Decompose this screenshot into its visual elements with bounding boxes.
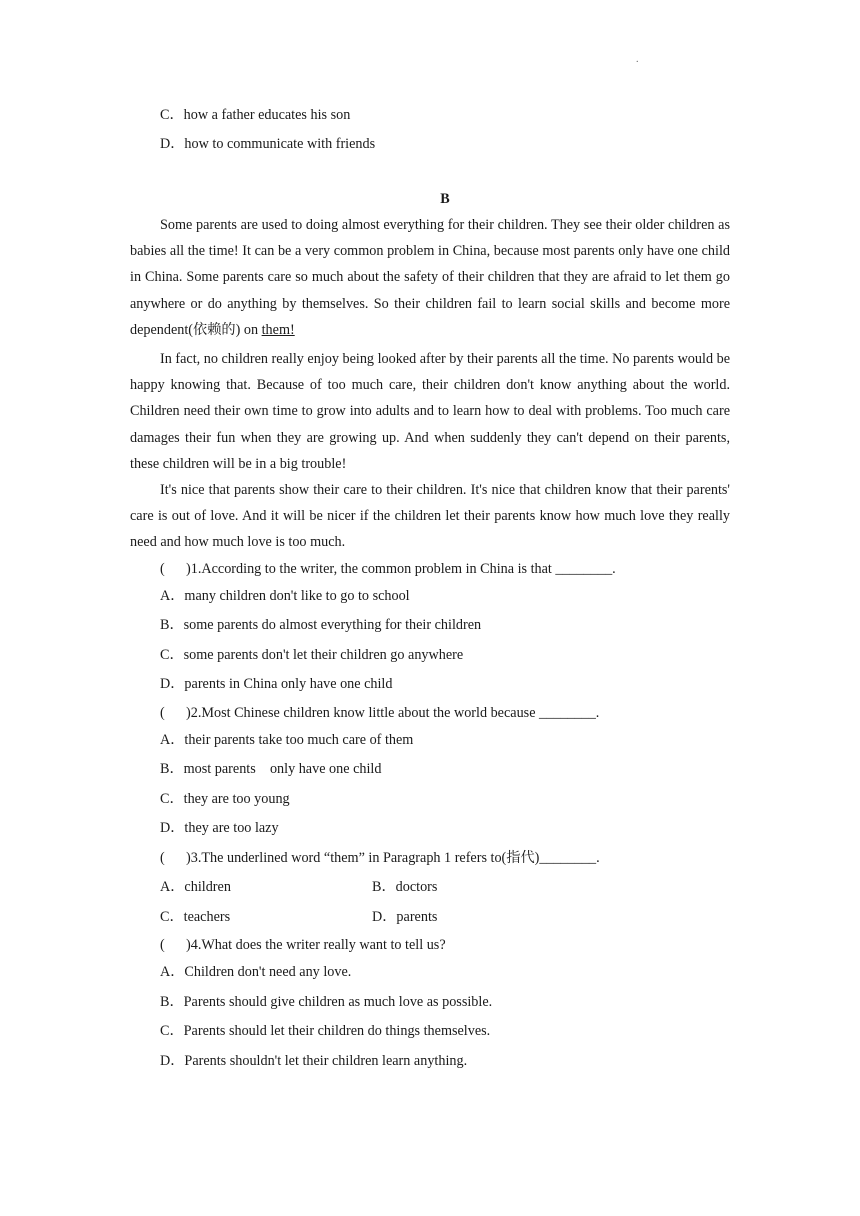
option-c-previous: C．how a father educates his son [160,107,351,123]
question-1-stem: ( )1.According to the writer, the common problem in China is that ________. [160,561,616,577]
paragraph-1-text: Some parents are used to doing almost everything for their children. They see their older children as babies all the time! It can be a very common problem in China, because most parents only have one child in China. Some parents care so much about the safety of their children that they are afraid to let them go anywhere or do anything by themselves. So their children fail to learn social skills and become more dependent(依赖的) on [130,217,730,338]
question-1-option-d: D．parents in China only have one child [160,676,393,692]
question-4-option-b: B．Parents should give children as much love as possible. [160,994,493,1010]
question-3-option-a: A．children [160,879,231,895]
question-2-stem: ( )2.Most Chinese children know little about the world because ________. [160,705,600,721]
question-2-option-a: A．their parents take too much care of them [160,732,414,748]
question-1-option-b: B．some parents do almost everything for their children [160,617,482,633]
paragraph-1 [130,212,730,343]
question-1-option-a: A．many children don't like to go to school [160,588,410,604]
question-3-option-c: C．teachers [160,909,231,925]
paragraph-2: In fact, no children really enjoy being looked after by their parents all the time. No parents would be happy knowing that. Because of too much care, their children don't know anything about the world. Children need their own time to grow into adults and to learn how to deal with problems. Too much care damages their fun when they are growing up. And when suddenly they can't depend on their parents, these children will be in a big trouble! [130,351,730,472]
question-2-option-d: D．they are too lazy [160,820,279,836]
question-2-option-c: C．they are too young [160,791,290,807]
section-title: B [440,191,450,207]
question-2-option-b: B．most parents only have one child [160,761,382,777]
option-d-previous: D．how to communicate with friends [160,136,376,152]
question-3-stem: ( )3.The underlined word “them” in Paragraph 1 refers to(指代)________. [160,850,600,866]
question-3-option-b: B．doctors [372,879,438,895]
header-mark: . [636,54,639,65]
question-4-stem: ( )4.What does the writer really want to tell us? [160,937,446,953]
question-4-option-a: A．Children don't need any love. [160,964,352,980]
question-4-option-d: D．Parents shouldn't let their children learn anything. [160,1053,468,1069]
underlined-word-them: them! [261,321,295,338]
question-4-option-c: C．Parents should let their children do things themselves. [160,1023,491,1039]
question-3-option-d: D．parents [372,909,438,925]
paragraph-3: It's nice that parents show their care to their children. It's nice that children know that their parents' care is out of love. And it will be nicer if the children let their parents know how much love they really need and how much love is too much. [130,482,730,551]
question-1-option-c: C．some parents don't let their children go anywhere [160,647,464,663]
